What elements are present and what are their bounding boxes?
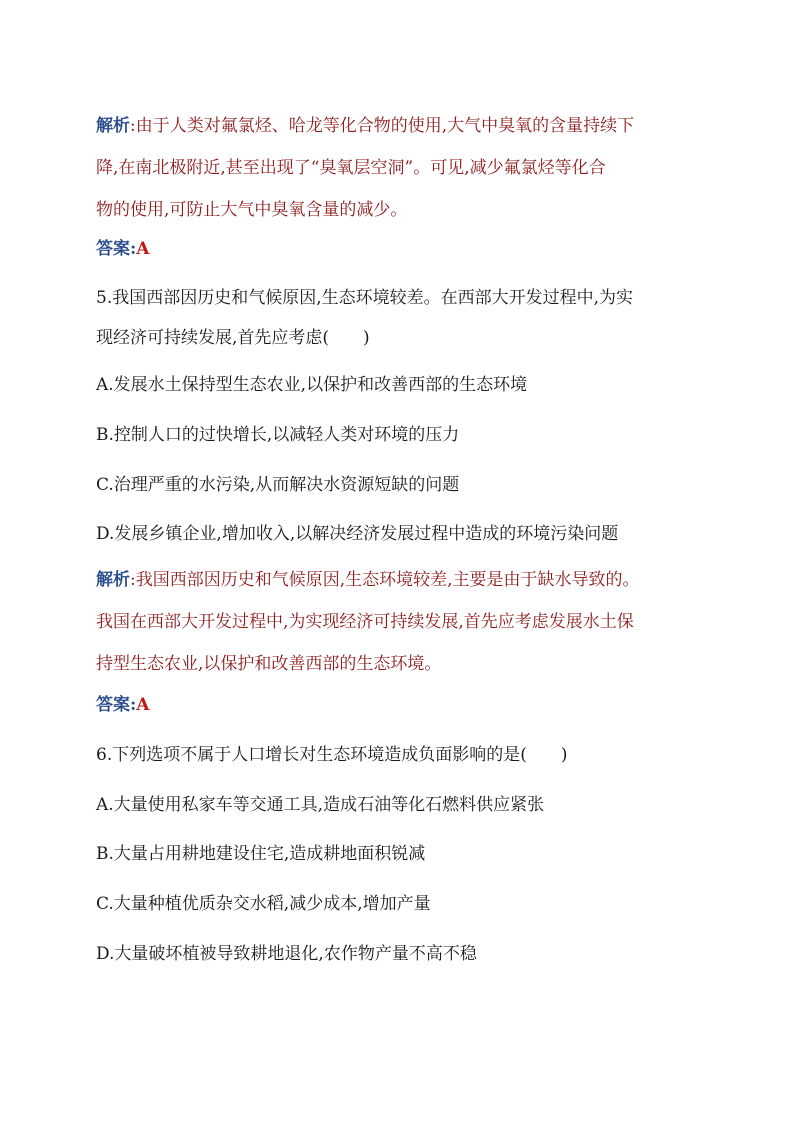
answer-value: A xyxy=(136,695,150,715)
question-5-option-a: A.发展水土保持型生态农业,以保护和改善西部的生态环境 xyxy=(96,375,528,395)
analysis-block-1 xyxy=(96,112,716,224)
analysis-line: 降,在南北极附近,甚至出现了“臭氧层空洞”。可见,减少氟氯烃等化合 xyxy=(96,158,606,178)
analysis-block-2 xyxy=(96,566,716,678)
analysis-line: 解析:我国西部因历史和气候原因,生态环境较差,主要是由于缺水导致的。 xyxy=(96,570,640,590)
answer-block-1 xyxy=(96,235,716,263)
analysis-line: 物的使用,可防止大气中臭氧含量的减少。 xyxy=(96,200,408,220)
question-6-option-d: D.大量破坏植被导致耕地退化,农作物产量不高不稳 xyxy=(96,944,477,964)
question-stem-line: 现经济可持续发展,首先应考虑( ) xyxy=(96,328,370,348)
analysis-line: 我国在西部大开发过程中,为实现经济可持续发展,首先应考虑发展水土保 xyxy=(96,612,634,632)
question-stem-line: 5.我国西部因历史和气候原因,生态环境较差。在西部大开发过程中,为实 xyxy=(96,288,634,308)
analysis-line: 解析:由于人类对氟氯烃、哈龙等化合物的使用,大气中臭氧的含量持续下 xyxy=(96,116,635,136)
question-5-option-c: C.治理严重的水污染,从而解决水资源短缺的问题 xyxy=(96,475,460,495)
analysis-line: 持型生态农业,以保护和改善西部的生态环境。 xyxy=(96,654,442,674)
question-5 xyxy=(96,284,716,352)
question-5-option-b: B.控制人口的过快增长,以减轻人类对环境的压力 xyxy=(96,425,460,445)
answer-label: 答案: xyxy=(96,695,137,715)
analysis-label: 解析 xyxy=(96,116,130,136)
answer-value: A xyxy=(136,239,150,259)
answer-label: 答案: xyxy=(96,239,137,259)
question-6-option-a: A.大量使用私家车等交通工具,造成石油等化石燃料供应紧张 xyxy=(96,795,545,815)
question-6 xyxy=(96,741,716,769)
question-5-option-d: D.发展乡镇企业,增加收入,以解决经济发展过程中造成的环境污染问题 xyxy=(96,524,619,544)
question-6-option-c: C.大量种植优质杂交水稻,减少成本,增加产量 xyxy=(96,894,431,914)
question-6-option-b: B.大量占用耕地建设住宅,造成耕地面积锐减 xyxy=(96,844,426,864)
analysis-label: 解析 xyxy=(96,570,130,590)
answer-block-2 xyxy=(96,691,716,719)
question-stem-line: 6.下列选项不属于人口增长对生态环境造成负面影响的是( ) xyxy=(96,745,568,765)
